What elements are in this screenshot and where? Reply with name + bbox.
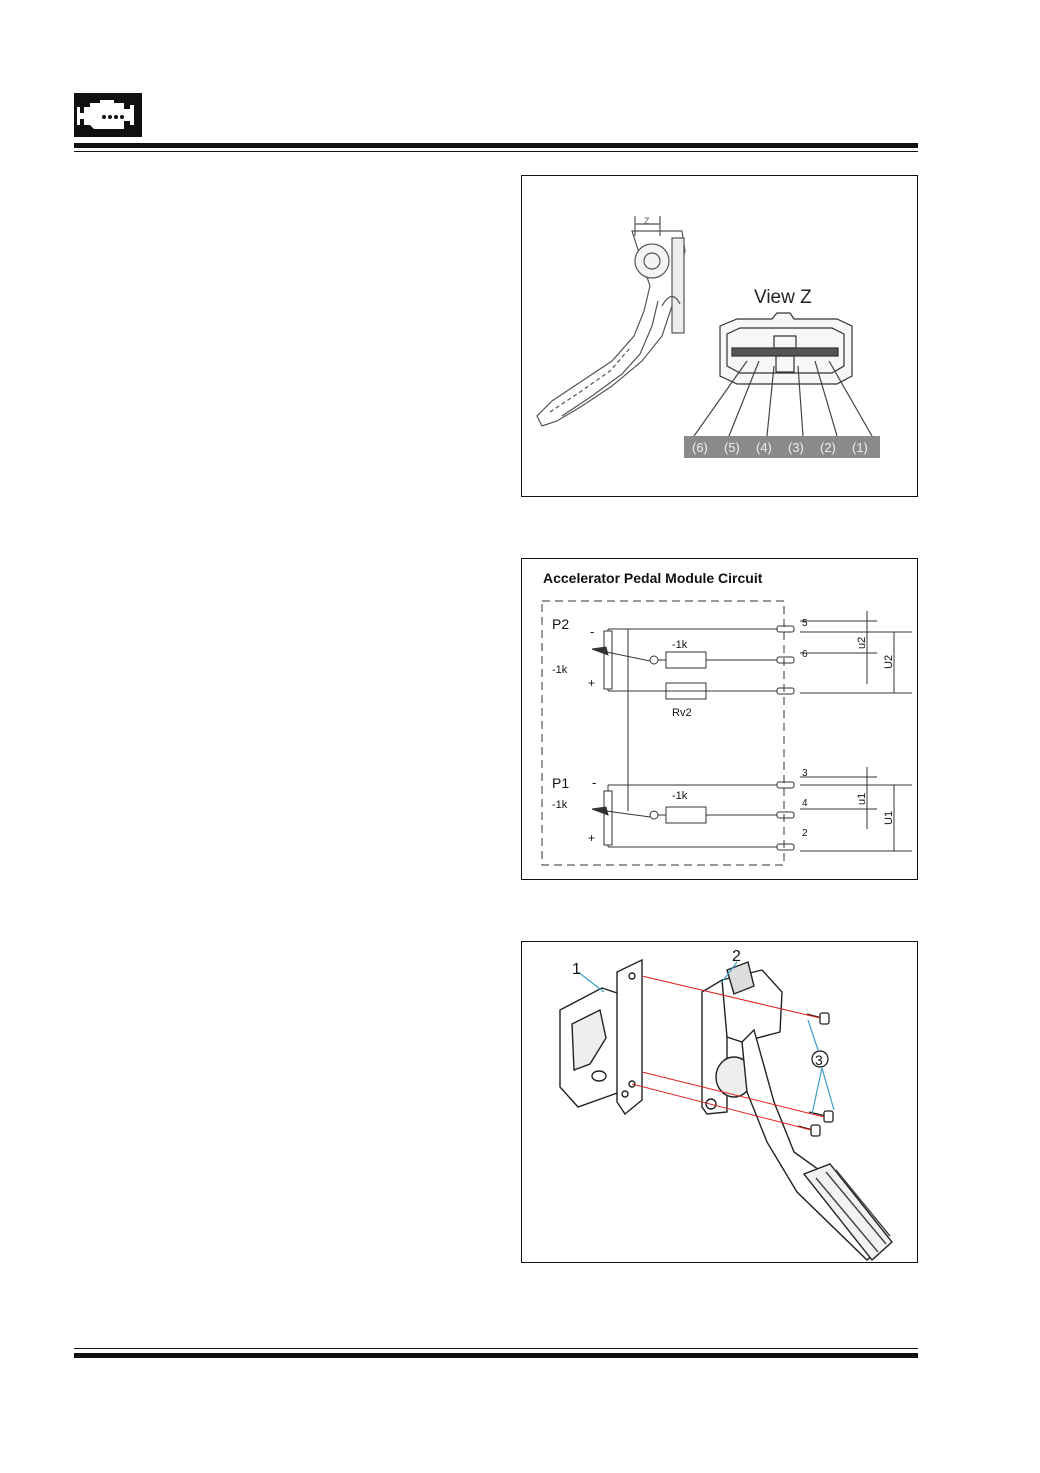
pin-label-bar: [684, 436, 880, 458]
pin-2: 2: [802, 828, 808, 839]
p2-resistor-value: -1k: [672, 639, 688, 651]
footer-rule-thin: [74, 1348, 918, 1349]
header-rule-thick: [74, 143, 918, 148]
pin-5: 5: [802, 618, 808, 629]
callout-1: 1: [572, 961, 581, 978]
mounting-bracket: [560, 960, 642, 1114]
p1-minus: -: [592, 775, 597, 790]
p2-potentiometer: [604, 631, 612, 689]
p1-pot-value: -1k: [552, 799, 568, 811]
footer-rule-thick: [74, 1353, 918, 1358]
p1-resistor: [666, 807, 706, 823]
pin-label: (6): [692, 440, 708, 455]
u1-label: U1: [883, 810, 895, 825]
callout-2: 2: [732, 948, 741, 965]
p2-pot-value: -1k: [552, 664, 568, 676]
view-z-label: View Z: [754, 287, 812, 308]
p1-label: P1: [552, 775, 570, 791]
pin-3: 3: [802, 768, 808, 779]
mounting-bolts: [798, 1013, 833, 1136]
circuit-title: Accelerator Pedal Module Circuit: [543, 570, 763, 586]
p2-label: P2: [552, 616, 570, 632]
p2-plus: +: [588, 676, 596, 690]
pin-label: (3): [788, 440, 804, 455]
pedal-connector-figure: [521, 175, 918, 497]
p1-resistor-value: -1k: [672, 790, 688, 802]
pin-4: 4: [802, 798, 808, 809]
pedal-module: [702, 962, 892, 1260]
module-boundary: [542, 601, 784, 865]
u2-label: U2: [883, 654, 895, 669]
header-rule-thin: [74, 151, 918, 152]
pedal-illustration: [537, 216, 685, 426]
pin-label: (5): [724, 440, 740, 455]
dimension-z-label: Z: [644, 216, 650, 226]
rv2-label: Rv2: [672, 707, 692, 719]
p1-plus: +: [588, 831, 596, 845]
p1-potentiometer: [604, 791, 612, 845]
pin-label: (4): [756, 440, 772, 455]
callout-3: 3: [815, 1052, 823, 1068]
engine-icon: [74, 93, 142, 137]
pin-6: 6: [802, 649, 808, 660]
pedal-mounting-figure: [521, 941, 918, 1263]
circuit-figure: [521, 558, 918, 880]
pin-label: (1): [852, 440, 868, 455]
pin-label: (2): [820, 440, 836, 455]
p2-minus: -: [590, 624, 595, 639]
u2-small-label: u2: [856, 636, 868, 649]
p2-resistor: [666, 652, 706, 668]
connector-illustration: [694, 313, 872, 436]
u1-small-label: u1: [856, 792, 868, 805]
